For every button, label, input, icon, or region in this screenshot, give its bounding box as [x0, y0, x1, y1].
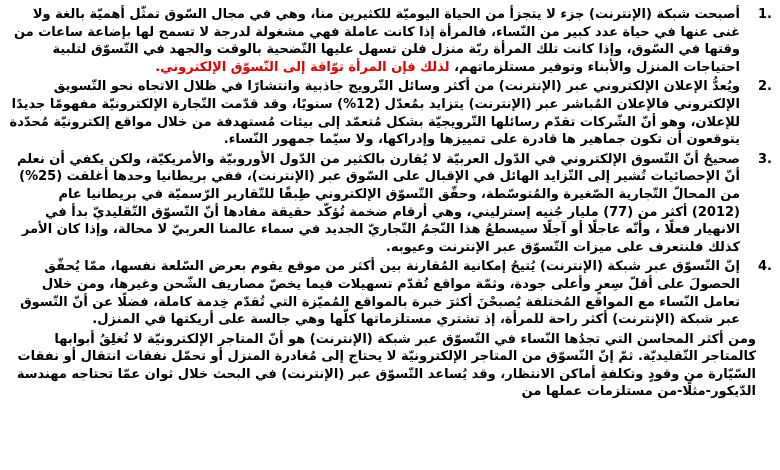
paragraph-number: 4.	[758, 259, 772, 275]
paragraph-4	[6, 258, 774, 328]
paragraph-number: 1.	[758, 7, 772, 22]
paragraph-number: 3.	[758, 151, 772, 167]
highlighted-sentence: لذلك فإن المرأة توّاقة إلى التّسوّق الإلكتروني.	[155, 59, 450, 75]
paragraph-text: إنّ التّسوّق عبر شبكة (الإنترنت) يُتيحُ إمكانية المُقارنة بين أكثر من موقع يقوم بعرض السّلعة نفسها، ممّا يُحقّق الحصولَ على أقلّ سِعرٍ وأعلى جودة، وثمّة مواقع تُقدّم تسهيلات فيما يخصّ مصاريف الشّحن وغيرها، ومن خلال تعامل النّساء مع المواقع المُختلفة يُصبحْنَ أكثرَ خبرة بالمواقع المُميّزة التي تُقدّم خِدمة كاملة، فضلًا عن أنّ التّسوق عبر شبكة (الإنترنت) أكثر راحة للمرأة، إذ تشتري مستلزماتها كلّها وهي جالسة على أريكتها في المنزل.	[20, 259, 740, 328]
paragraph-1	[6, 6, 774, 76]
document-body	[6, 6, 774, 403]
paragraph-text: صحيحٌ أنّ التّسوق الإلكتروني في الدّول العربيّة لا يُقارن بالكثير من الدّول الأوروبيّة والأمريكيّة، ولكن يكفي أن نعلم أنّ الإحصائيات تُشير إلى التّزايد الهائل في الإقبال على السّوق عبر (الإنترنت)، ففي بريطانيا وحدها أغلقت (25%) من المحالّ التّجارية الصّغيرة والمُتوسّطة، وحقّق التّسوّق الإلكتروني طِبقًا للتّقارير الرّسميّة في بريطانيا عام (2012) أكثر من (77) مليار جُنيه إسترليني، وهي أرقام ضخمة تُؤكّد حقيقة مفادها أنّ التّسوّق التّقليديّ بدأ في الانهيار فعلًا ، وأنّه عاجلًا أو آجلًا سيسطعُ هذا النّجمُ التّجاريّ الجديد في سماء عالمنا العربيّ لا محالة، وإذا كان الأمر كذلك فلنتعرف على ميزات التّسوّق عبر الإنترنت وعيوبه.	[17, 151, 740, 255]
paragraph-text: ومن أكثر المحاسن التي تجدُها النّساء في التّسوّق عبر شبكة (الإنترنت) هو أنّ المتاجر الإلكترونيّة لا تُغلِقُ أبوابها كالمتاجر التّقليديّة. ثمّ إنّ التّسوّق من المتاجر الإلكترونيّة لا يحتاج إلى مُغادرة المنزل أو تحمّل نفقات انتقال أو نفقات السّيّارة من وقودٍ وتكلفةِ أماكن الانتظار، وقد يُساعد التّسوّق عبر (الإنترنت) في البحث خلال ثوان عمّا تحتاجه مهندسة الدّيكور-مثلًا-من مستلزمات عملها من	[16, 331, 756, 400]
paragraph-5	[6, 331, 774, 401]
paragraph-text: ويُعدُّ الإعلان الإلكتروني عبر (الإنترنت) من أكثر وسائل التّرويج جاذبية وانتشارًا في ظلال الاتجاه نحو التّسويق الإلكتروني فالإعلان المُباشر عبر (الإنترنت) يتزايد بمُعدّل (12%) سنويًا، وقد قدّمت التّجارة الإلكترونيّة مفهومًا جديدًا للإعلان، وهو أنّ الشّركات تقدّم رسائلها التّرويجيّة بشكل مُتعمّد إلى بيئات مُستهدفة من خلال مواقع إلكترونيّة مُحدّدة يتوقعون أن تكون جماهير ها قادرة على تمييزها وإدراكها، ولا سيّما جمهور النّساء.	[9, 79, 740, 148]
paragraph-2	[6, 78, 774, 148]
paragraph-text: أصبحت شبكة (الإنترنت) جزء لا يتجزأ من الحياة اليوميّة للكثيرين منا، وهي في مجال السّوق تمثّل أهميّة بالغة ولا غنى عنها في حياة عدد كبير من النّساء، فالمرأة إذا كانت عاملة فهي مشغولة لدرجة لا تسمح لها بإضاعة ساعات من وقتها في السّوق، وإذا كانت تلك المرأة ربّة منزل فلن تسهل عليها التّضحية بالوقت والجهد في التّسوّق لتلبية احتياجات المنزل والأبناء وتوفير مستلزماتهم،	[13, 7, 740, 75]
paragraph-number: 2.	[758, 79, 772, 95]
paragraph-3	[6, 151, 774, 257]
